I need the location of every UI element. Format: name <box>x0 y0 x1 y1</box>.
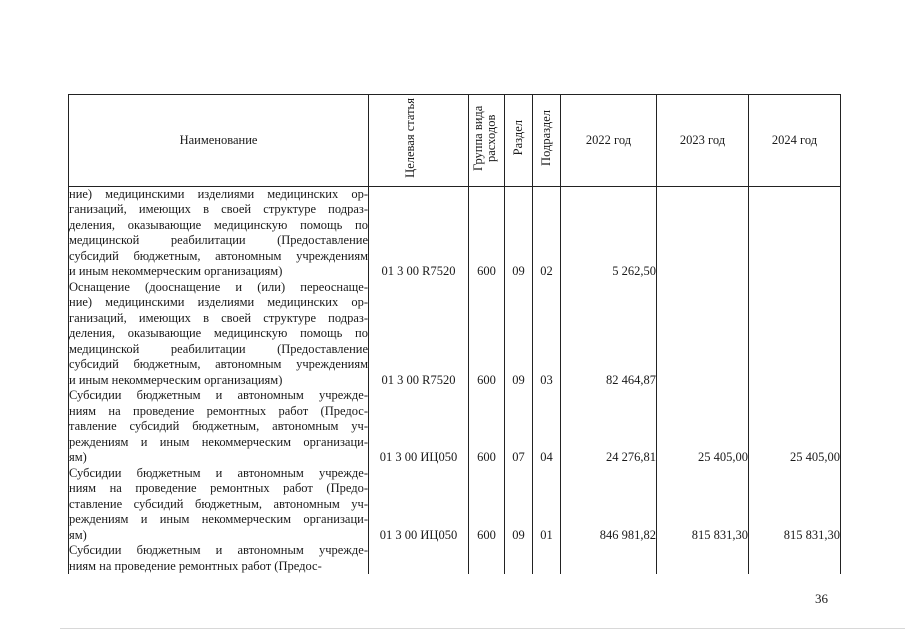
row-group-cell: 600 <box>469 466 505 544</box>
header-name: Наименование <box>69 95 369 187</box>
header-section: Раздел <box>505 95 533 187</box>
name-line: и иным некоммерческим организациям) <box>69 264 283 278</box>
row-2022-cell: 24 276,81 <box>561 388 657 466</box>
name-line: деления, оказывающие медицинскую помощь по <box>69 326 368 340</box>
row-subsection-cell: 03 <box>533 280 561 389</box>
name-line: субсидий бюджетным, автономным учреждениям <box>69 248 368 263</box>
row-target-cell: 01 3 00 ИЦ050 <box>369 388 469 466</box>
row-group-cell: 600 <box>469 388 505 466</box>
name-line: ям) <box>69 450 87 464</box>
row-name-cell <box>69 186 369 280</box>
table-row <box>69 466 841 544</box>
row-target-cell: 01 3 00 R7520 <box>369 186 469 280</box>
row-2024-cell: 25 405,00 <box>749 388 841 466</box>
row-section-cell: 09 <box>505 466 533 544</box>
name-line: ниям на проведение ремонтных работ (Предо- <box>69 481 368 495</box>
row-2024-cell <box>749 186 841 280</box>
header-subsection: Подраздел <box>533 95 561 187</box>
name-line: ставление субсидий бюджетным, автономным уч- <box>69 496 368 511</box>
row-group-cell: 600 <box>469 186 505 280</box>
row-subsection-cell: 01 <box>533 466 561 544</box>
name-line: ние) медицинскими изделиями медицинских ор- <box>69 186 368 201</box>
table-row <box>69 186 841 280</box>
name-line: деления, оказывающие медицинскую помощь по <box>69 217 368 232</box>
row-name-cell <box>69 280 369 389</box>
name-line: ние) медицинскими изделиями медицинских ор- <box>69 295 368 309</box>
table-row <box>69 388 841 466</box>
row-subsection-cell: 02 <box>533 186 561 280</box>
page-edge-line <box>60 628 905 629</box>
header-group: Группа вида расходов <box>469 95 505 187</box>
row-2022-cell: 846 981,82 <box>561 466 657 544</box>
row-2022-cell <box>561 543 657 574</box>
row-group-cell: 600 <box>469 280 505 389</box>
row-section-cell: 09 <box>505 186 533 280</box>
name-line: и иным некоммерческим организациям) <box>69 372 283 387</box>
name-line: ниям на проведение ремонтных работ (Предос- <box>69 558 322 573</box>
name-line: реждениям и иным некоммерческим организаци- <box>69 434 368 449</box>
row-target-cell: 01 3 00 R7520 <box>369 280 469 389</box>
row-2022-cell: 82 464,87 <box>561 280 657 389</box>
table-row <box>69 280 841 389</box>
name-line: тавление субсидий бюджетным, автономным уч- <box>69 419 368 433</box>
name-line: ниям на проведение ремонтных работ (Предос- <box>69 403 368 418</box>
name-line: ганизаций, имеющих в своей структуре подраз- <box>69 310 368 325</box>
name-line: медицинской реабилитации (Предоставление <box>69 341 368 356</box>
row-2022-cell: 5 262,50 <box>561 186 657 280</box>
table-row <box>69 543 841 574</box>
row-2023-cell <box>657 186 749 280</box>
row-2024-cell <box>749 543 841 574</box>
name-line: субсидий бюджетным, автономным учреждениям <box>69 357 368 371</box>
row-2023-cell: 815 831,30 <box>657 466 749 544</box>
name-line: Субсидии бюджетным и автономным учрежде- <box>69 388 368 402</box>
table-body <box>69 186 841 574</box>
budget-table <box>68 94 841 574</box>
name-line: ганизаций, имеющих в своей структуре подраз- <box>69 202 368 216</box>
page-number: 36 <box>815 591 828 606</box>
row-group-cell <box>469 543 505 574</box>
name-line: реждениям и иным некоммерческим организаци- <box>69 512 368 526</box>
row-2023-cell <box>657 543 749 574</box>
row-section-cell: 09 <box>505 280 533 389</box>
row-target-cell <box>369 543 469 574</box>
name-line: медицинской реабилитации (Предоставление <box>69 233 368 247</box>
row-target-cell: 01 3 00 ИЦ050 <box>369 466 469 544</box>
name-line: Субсидии бюджетным и автономным учрежде- <box>69 465 368 480</box>
row-2023-cell <box>657 280 749 389</box>
header-target: Целевая статья <box>369 95 469 187</box>
row-section-cell: 07 <box>505 388 533 466</box>
name-line: Оснащение (дооснащение и (или) переоснаще- <box>69 279 368 294</box>
row-section-cell <box>505 543 533 574</box>
row-name-cell <box>69 543 369 574</box>
row-name-cell <box>69 466 369 544</box>
header-2023: 2023 год <box>657 95 749 187</box>
table-header-row <box>69 95 841 187</box>
name-line: Субсидии бюджетным и автономным учрежде- <box>69 543 368 557</box>
row-2024-cell: 815 831,30 <box>749 466 841 544</box>
row-2024-cell <box>749 280 841 389</box>
name-line: ям) <box>69 527 87 542</box>
row-subsection-cell <box>533 543 561 574</box>
header-2024: 2024 год <box>749 95 841 187</box>
row-name-cell <box>69 388 369 466</box>
row-2023-cell: 25 405,00 <box>657 388 749 466</box>
row-subsection-cell: 04 <box>533 388 561 466</box>
header-2022: 2022 год <box>561 95 657 187</box>
